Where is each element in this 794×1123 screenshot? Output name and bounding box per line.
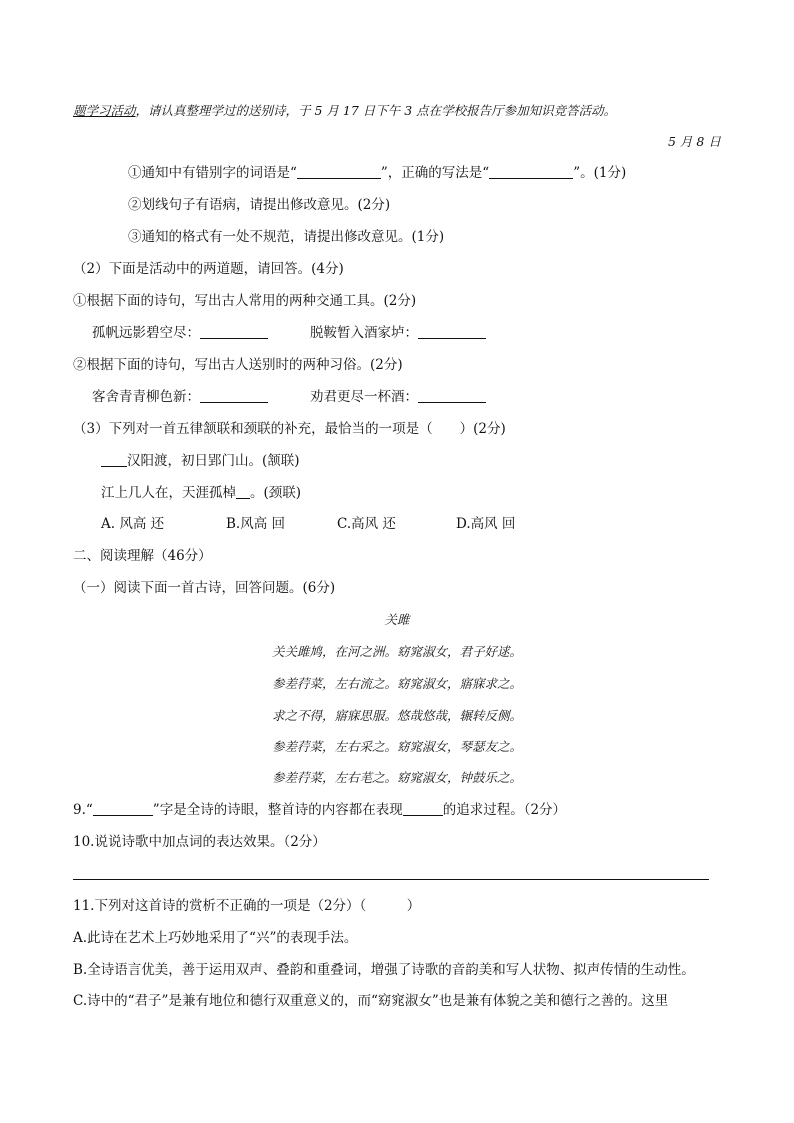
poem-line: 参差荇菜，左右芼之。窈窕淑女，钟鼓乐之。 [271,770,522,785]
answer-line[interactable] [73,879,709,880]
poem-title: 关雎 [384,612,410,627]
part2-q1: ①根据下面的诗句，写出古人常用的两种交通工具。(2分) [73,293,417,309]
answer-blank[interactable] [418,388,486,403]
notice-q1-text-b: ”，正确的写法是“ [380,165,490,181]
part2-q1-line [92,324,486,342]
answer-blank[interactable] [101,452,127,467]
question-11: 11.下列对这首诗的赏析不正确的一项是（2分）（ ） [73,898,421,914]
poem-line-a: 客舍青青柳色新： [92,389,200,405]
notice-line [73,102,616,120]
q11-option-b[interactable]: B.全诗语言优美，善于运用双声、叠韵和重叠词，增强了诗歌的音韵美和写人状物、拟声传情的生动性。 [73,962,695,978]
poem-line: 关关雎鸠，在河之洲。窈窕淑女，君子好逑。 [271,644,522,659]
q9-text-b: ”字是全诗的诗眼，整首诗的内容都在表现 [152,802,403,818]
poem-line: 参差荇菜，左右流之。窈窕淑女，寤寐求之。 [271,676,522,691]
answer-blank[interactable] [236,484,250,499]
notice-q3: ③通知的格式有一处不规范，请提出修改意见。(1分) [128,229,445,245]
answer-blank[interactable] [489,164,573,179]
answer-blank[interactable] [403,801,443,816]
answer-blank[interactable] [200,324,268,339]
part2-q2-line [92,388,486,406]
question-9 [73,801,566,819]
poem-line-b: 劝君更尽一杯酒： [310,389,418,405]
q11-option-a[interactable]: A.此诗在艺术上巧妙地采用了“兴”的表现手法。 [73,930,358,946]
question-10: 10.说说诗歌中加点词的表达效果。（2分） [73,834,326,850]
part3-line2-text-a: 江上几人在，天涯孤棹 [101,485,236,501]
option-c[interactable]: C.高风 还 [337,516,396,532]
part3-line2-text-b: 。(颈联) [250,485,302,501]
notice-q1-text-c: ”。(1分) [573,165,627,181]
answer-blank[interactable] [93,801,153,816]
part3-line1 [101,452,300,470]
notice-date: 5 月 8 日 [668,134,721,149]
notice-q2: ②划线句子有语病，请提出修改意见。(2分) [128,197,391,213]
poem-line-b: 脱鞍暂入酒家垆： [310,325,418,341]
notice-q1 [128,164,626,182]
option-d[interactable]: D.高风 回 [456,516,516,532]
section2-heading: 二、阅读理解（46分） [73,548,212,564]
answer-blank[interactable] [200,388,268,403]
notice-q1-text-a: ①通知中有错别字的词语是“ [128,165,297,181]
poem-line: 求之不得，寤寐思服。悠哉悠哉，辗转反侧。 [271,708,522,723]
poem-line-a: 孤帆远影碧空尽： [92,325,200,341]
poem-line: 参差荇菜，左右采之。窈窕淑女，琴瑟友之。 [271,739,522,754]
answer-blank[interactable] [297,164,381,179]
section2-sub1: （一）阅读下面一首古诗，回答问题。(6分) [73,580,336,596]
part2-q2: ②根据下面的诗句，写出古人送别时的两种习俗。(2分) [73,357,403,373]
notice-underlined-text: 题学习活动 [73,103,136,118]
part3-line1-text: 汉阳渡，初日郢门山。(颔联) [127,453,300,469]
notice-text: ，请认真整理学过的送别诗，于 5 月 17 日下午 3 点在学校报告厅参加知识竞答活动。 [135,103,617,118]
part3-heading: （3）下列对一首五律颔联和颈联的补充，最恰当的一项是（ ）(2分) [73,421,506,437]
option-a[interactable]: A. 风高 还 [101,516,165,532]
q9-text-c: 的追求过程。（2分） [442,802,567,818]
answer-blank[interactable] [418,324,486,339]
part3-line2 [101,484,301,502]
q11-option-c[interactable]: C.诗中的“君子”是兼有地位和德行双重意义的，而“窈窕淑女”也是兼有体貌之美和德行之善的。这里 [73,993,669,1009]
q9-text-a: 9.“ [73,802,93,818]
option-b[interactable]: B.风高 回 [226,516,286,532]
part2-heading: （2）下面是活动中的两道题，请回答。(4分) [73,261,344,277]
